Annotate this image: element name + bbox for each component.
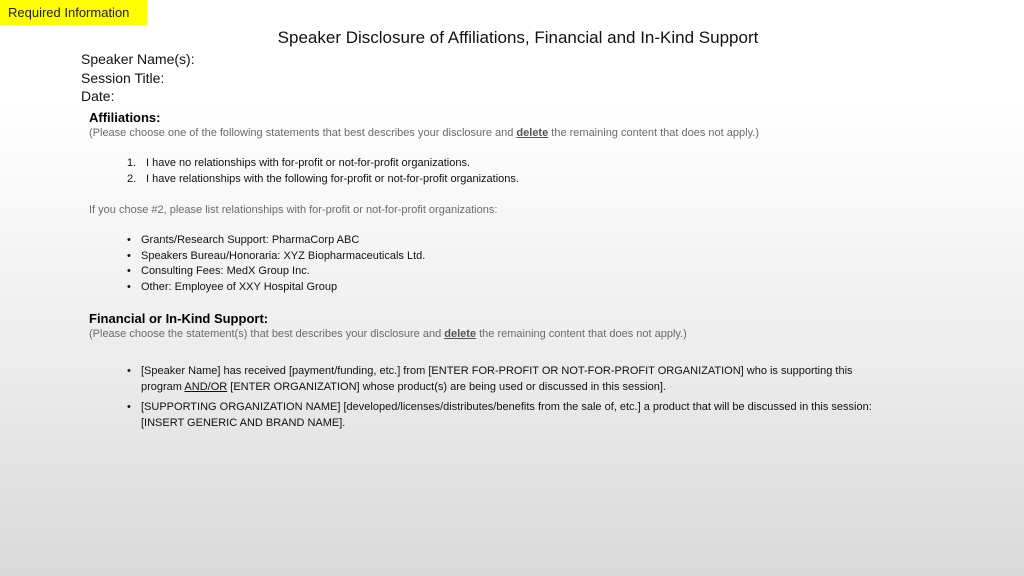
financial-note-post: the remaining content that does not apply.) [476, 328, 687, 340]
page-title: Speaker Disclosure of Affiliations, Financial and In-Kind Support [277, 28, 759, 47]
speaker-meta [81, 50, 195, 106]
financial-note-delete: delete [444, 328, 477, 340]
relationship-item: • Speakers Bureau/Honoraria: XYZ Biopharmaceuticals Ltd. [89, 249, 889, 265]
disclosure-content [89, 110, 889, 431]
date-label: Date: [81, 88, 115, 104]
relationship-item: • Other: Employee of XXY Hospital Group [89, 280, 889, 296]
statement-1-andor: AND/OR [184, 380, 228, 393]
financial-statement-2: • [SUPPORTING ORGANIZATION NAME] [developed/licenses/distributes/benefits from the sale of, etc.] a product that will be discussed in this session: [INSERT GENERIC AND BRAND NAME]. [89, 400, 881, 431]
affiliation-option-1 [89, 156, 889, 172]
option-number: 1. [127, 157, 137, 169]
relationship-list [89, 233, 889, 295]
relationship-item: • Grants/Research Support: PharmaCorp ABC [89, 233, 889, 249]
relationship-item: • Consulting Fees: MedX Group Inc. [89, 264, 889, 280]
affiliations-note-pre: (Please choose one of the following statements that best describes your disclosure and [89, 127, 517, 139]
session-title-label: Session Title: [81, 69, 165, 86]
if-chose-2-instruction: If you chose #2, please list relationships with for-profit or not-for-profit organizations: [89, 204, 498, 216]
option-text: I have no relationships with for-profit or not-for-profit organizations. [146, 157, 471, 169]
financial-instructions [89, 326, 889, 342]
option-text: I have relationships with the following for-profit or not-for-profit organizations. [146, 172, 519, 185]
affiliations-heading: Affiliations: [89, 110, 161, 125]
affiliations-note-post: the remaining content that does not apply.) [548, 127, 759, 139]
affiliations-note-delete: delete [516, 127, 549, 139]
affiliation-option-2 [89, 172, 889, 188]
speaker-names-label: Speaker Name(s): [81, 51, 195, 67]
financial-note-pre: (Please choose the statement(s) that best describes your disclosure and [89, 328, 445, 340]
financial-statement-1 [89, 364, 881, 395]
option-number: 2. [127, 172, 137, 185]
required-information-badge: Required Information [0, 0, 147, 25]
statement-1-pre: [Speaker Name] has received [payment/funding, etc.] from [ENTER FOR-PROFIT OR NOT-FOR-PROFIT ORGANIZATION] who is supporting this program [141, 365, 853, 393]
affiliations-instructions [89, 125, 889, 141]
statement-1-post: [ENTER ORGANIZATION] whose product(s) are being used or discussed in this session]. [227, 380, 666, 393]
financial-heading: Financial or In-Kind Support: [89, 311, 269, 326]
affiliation-options [89, 156, 889, 187]
